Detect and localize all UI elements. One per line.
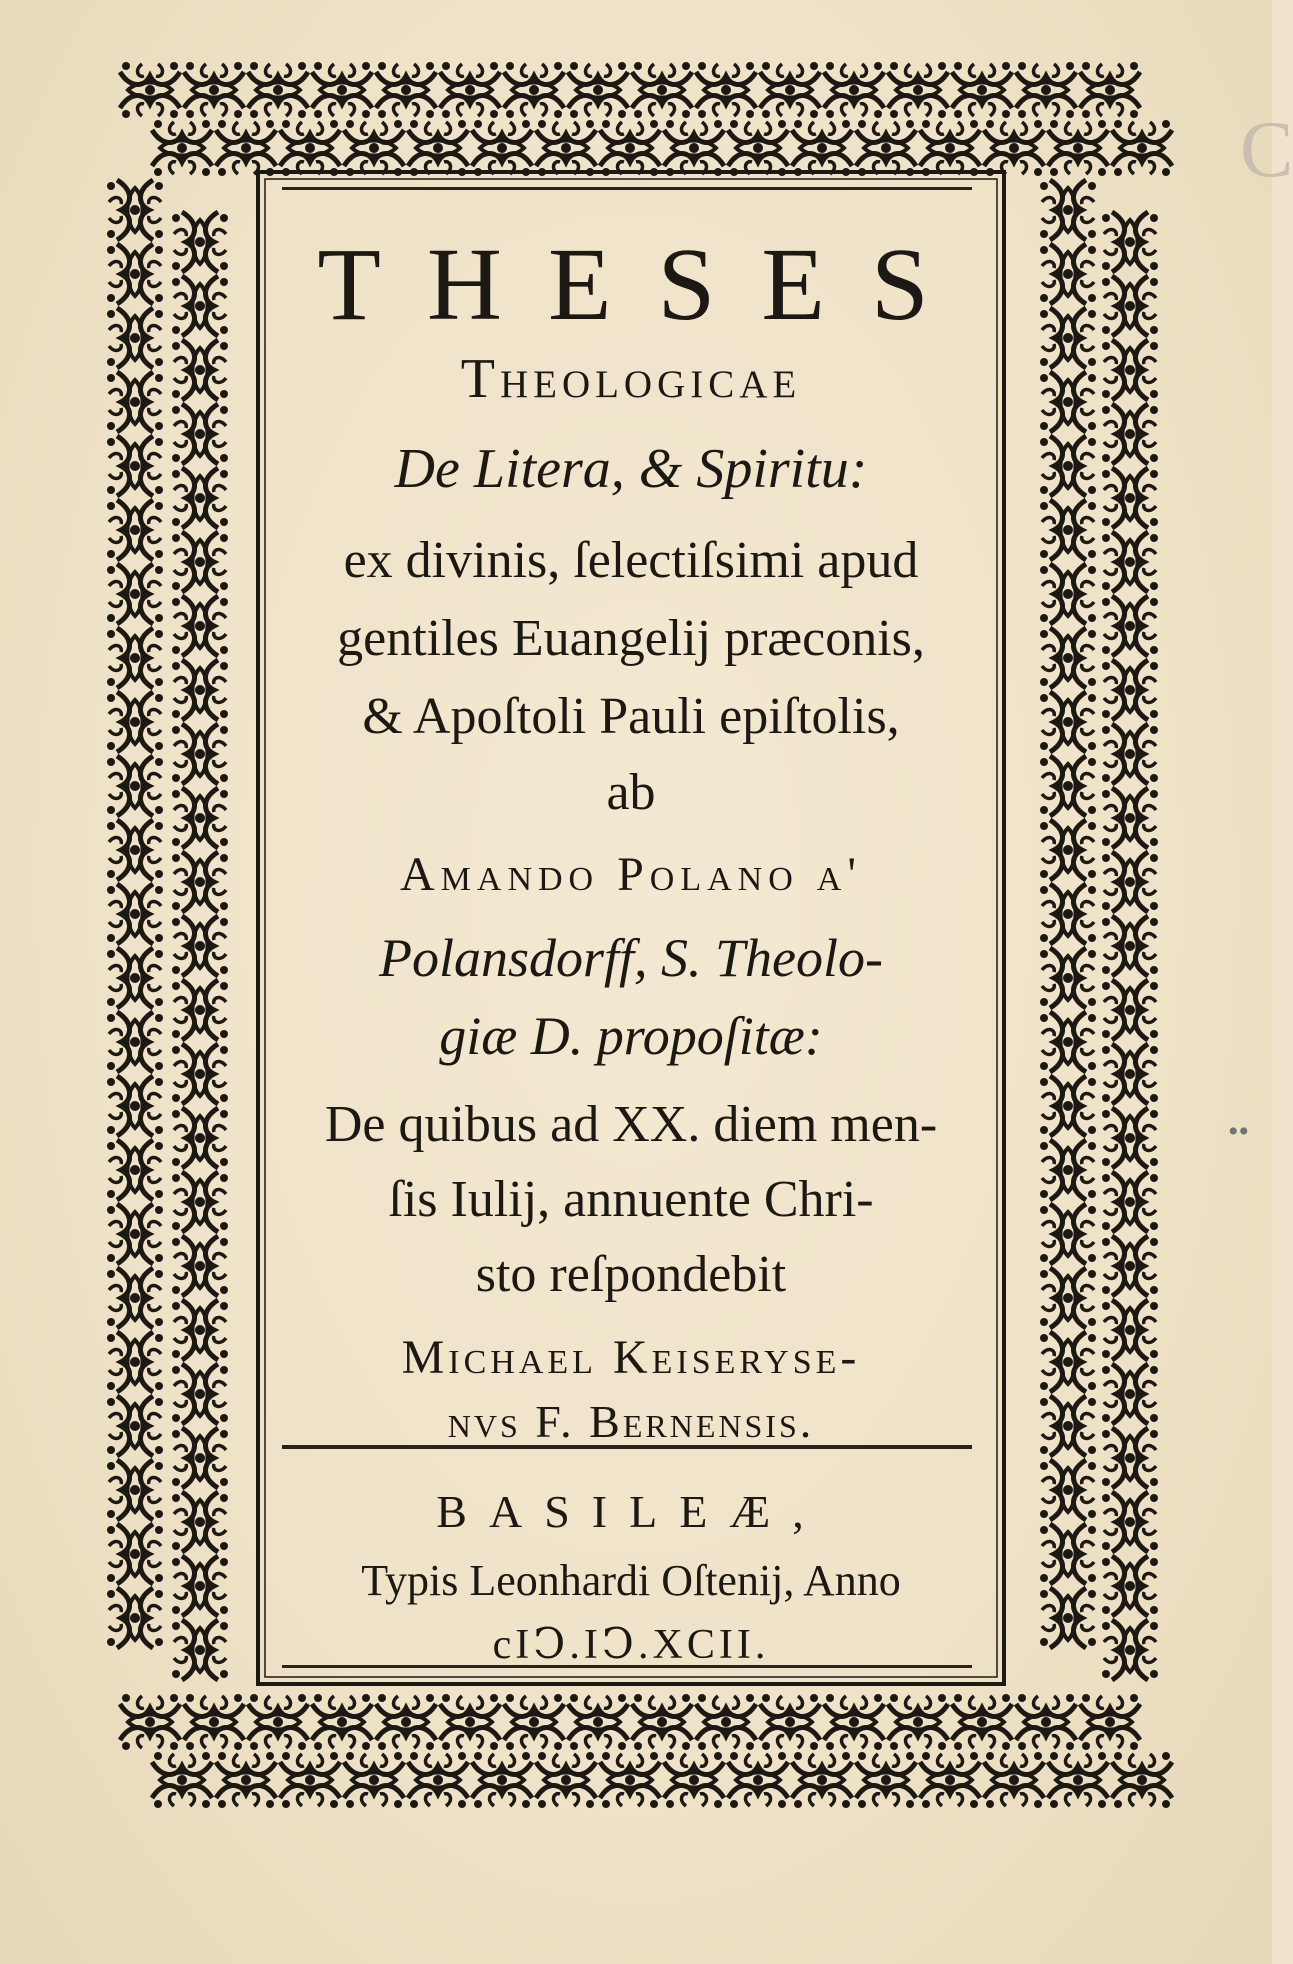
border-ornament-icon	[172, 340, 228, 400]
border-ornament-icon	[408, 120, 468, 176]
bottom-rule	[282, 1665, 972, 1668]
border-ornament-icon	[1040, 1588, 1096, 1648]
border-ornament-icon	[1102, 660, 1158, 720]
text-panel	[272, 185, 990, 1670]
border-ornament-icon	[172, 1172, 228, 1232]
border-ornament-icon	[376, 62, 436, 118]
border-ornament-icon	[107, 628, 163, 688]
border-ornament-icon	[888, 1694, 948, 1750]
border-ornament-icon	[107, 244, 163, 304]
border-ornament-icon	[1040, 1140, 1096, 1200]
border-ornament-icon	[344, 1752, 404, 1808]
border-ornament-icon	[280, 1752, 340, 1808]
author-line-3: giæ D. propoſitæ:	[439, 1006, 823, 1066]
border-ornament-icon	[1102, 212, 1158, 272]
border-ornament-icon	[172, 1620, 228, 1680]
border-ornament-icon	[1040, 884, 1096, 944]
border-ornament-icon	[440, 1694, 500, 1750]
border-ornament-icon	[1040, 820, 1096, 880]
border-ornament-icon	[107, 564, 163, 624]
border-ornament-icon	[920, 1752, 980, 1808]
border-ornament-icon	[344, 120, 404, 176]
border-ornament-icon	[1016, 1694, 1076, 1750]
border-ornament-icon	[172, 1428, 228, 1488]
border-ornament-icon	[600, 120, 660, 176]
border-ornament-icon	[107, 1524, 163, 1584]
border-ornament-icon	[107, 692, 163, 752]
body-line-2: gentiles Euangelij præconis,	[337, 610, 925, 667]
border-ornament-icon	[536, 120, 596, 176]
border-ornament-icon	[216, 120, 276, 176]
border-ornament-icon	[120, 1694, 180, 1750]
border-ornament-icon	[760, 1694, 820, 1750]
border-ornament-icon	[107, 1396, 163, 1456]
border-ornament-icon	[172, 1236, 228, 1296]
border-ornament-icon	[172, 980, 228, 1040]
border-ornament-icon	[984, 1752, 1044, 1808]
margin-mark-c: C	[1240, 106, 1293, 194]
respondent-line-2: nvs F. Bernenſis.	[447, 1396, 815, 1447]
border-ornament-icon	[696, 1694, 756, 1750]
border-ornament-icon	[184, 62, 244, 118]
border-ornament-icon	[1102, 468, 1158, 528]
border-ornament-icon	[107, 1460, 163, 1520]
border-ornament-icon	[184, 1694, 244, 1750]
border-ornament-icon	[568, 1694, 628, 1750]
border-ornament-icon	[440, 62, 500, 118]
border-ornament-icon	[664, 1752, 724, 1808]
border-ornament-icon	[568, 62, 628, 118]
border-ornament-icon	[1016, 62, 1076, 118]
border-ornament-icon	[824, 62, 884, 118]
border-ornament-icon	[1040, 1396, 1096, 1456]
border-ornament-icon	[1102, 1556, 1158, 1616]
border-ornament-icon	[107, 1076, 163, 1136]
border-ornament-icon	[120, 62, 180, 118]
border-ornament-icon	[1040, 1524, 1096, 1584]
border-ornament-icon	[1048, 120, 1108, 176]
border-ornament-icon	[107, 180, 163, 240]
border-ornament-icon	[172, 596, 228, 656]
border-ornament-icon	[1102, 1428, 1158, 1488]
border-ornament-icon	[1040, 1460, 1096, 1520]
border-ornament-icon	[107, 1268, 163, 1328]
border-ornament-icon	[792, 1752, 852, 1808]
border-ornament-icon	[1102, 340, 1158, 400]
border-ornament-icon	[1102, 852, 1158, 912]
defense-line-1: De quibus ad XX. diem men-	[324, 1096, 938, 1153]
border-ornament-icon	[504, 1694, 564, 1750]
border-ornament-icon	[172, 404, 228, 464]
border-ornament-icon	[1040, 564, 1096, 624]
border-ornament-icon	[248, 1694, 308, 1750]
border-ornament-icon	[1102, 788, 1158, 848]
border-ornament-icon	[1102, 1364, 1158, 1424]
border-ornament-icon	[1102, 916, 1158, 976]
border-ornament-icon	[1040, 500, 1096, 560]
border-ornament-icon	[1040, 436, 1096, 496]
border-ornament-icon	[1040, 628, 1096, 688]
border-ornament-icon	[107, 820, 163, 880]
imprint-city: BASILEÆ,	[436, 1486, 826, 1537]
border-ornament-icon	[216, 1752, 276, 1808]
border-ornament-icon	[600, 1752, 660, 1808]
border-ornament-icon	[172, 212, 228, 272]
main-title: THESES	[317, 227, 975, 342]
border-ornament-icon	[952, 1694, 1012, 1750]
respondent-line-1: Michael Keiseryse-	[401, 1331, 861, 1384]
body-line-3: & Apoſtoli Pauli epiſtolis,	[362, 688, 900, 745]
border-ornament-icon	[472, 120, 532, 176]
border-ornament-icon	[504, 62, 564, 118]
border-ornament-icon	[1102, 724, 1158, 784]
border-ornament-icon	[632, 62, 692, 118]
border-ornament-icon	[172, 852, 228, 912]
margin-mark-dots: ••	[1228, 1115, 1250, 1148]
border-ornament-icon	[1102, 532, 1158, 592]
body-line-4: ab	[606, 764, 656, 821]
border-ornament-icon	[172, 660, 228, 720]
border-ornament-icon	[760, 62, 820, 118]
border-ornament-icon	[248, 62, 308, 118]
border-ornament-icon	[172, 276, 228, 336]
border-ornament-icon	[152, 1752, 212, 1808]
border-ornament-icon	[1040, 1332, 1096, 1392]
border-ornament-icon	[172, 1364, 228, 1424]
border-ornament-icon	[107, 1140, 163, 1200]
border-ornament-icon	[728, 1752, 788, 1808]
border-ornament-icon	[1102, 404, 1158, 464]
border-ornament-icon	[920, 120, 980, 176]
border-ornament-icon	[107, 1332, 163, 1392]
border-ornament-icon	[312, 62, 372, 118]
imprint-rule	[282, 1445, 972, 1449]
border-ornament-icon	[107, 1204, 163, 1264]
border-ornament-icon	[1040, 756, 1096, 816]
border-ornament-icon	[1040, 308, 1096, 368]
border-ornament-icon	[1112, 1752, 1172, 1808]
top-rule	[282, 187, 972, 190]
border-ornament-icon	[107, 1012, 163, 1072]
border-ornament-icon	[1040, 948, 1096, 1008]
border-ornament-icon	[107, 500, 163, 560]
border-ornament-icon	[984, 120, 1044, 176]
border-ornament-icon	[1102, 276, 1158, 336]
border-ornament-icon	[1040, 1204, 1096, 1264]
border-ornament-icon	[1102, 596, 1158, 656]
border-ornament-icon	[1040, 692, 1096, 752]
border-ornament-icon	[172, 1492, 228, 1552]
border-ornament-icon	[1102, 1620, 1158, 1680]
border-ornament-icon	[1040, 1076, 1096, 1136]
border-ornament-icon	[472, 1752, 532, 1808]
border-ornament-icon	[172, 1556, 228, 1616]
border-ornament-icon	[172, 1108, 228, 1168]
border-ornament-icon	[107, 308, 163, 368]
border-ornament-icon	[1102, 1236, 1158, 1296]
border-ornament-icon	[172, 724, 228, 784]
defense-line-3: sto reſpondebit	[475, 1246, 787, 1303]
border-ornament-icon	[1040, 1012, 1096, 1072]
defense-line-2: ſis Iulij, annuente Chri-	[388, 1171, 874, 1228]
border-ornament-icon	[107, 756, 163, 816]
border-ornament-icon	[1080, 62, 1140, 118]
border-ornament-icon	[856, 120, 916, 176]
border-ornament-icon	[824, 1694, 884, 1750]
border-ornament-icon	[632, 1694, 692, 1750]
border-ornament-icon	[107, 884, 163, 944]
border-ornament-icon	[1048, 1752, 1108, 1808]
border-ornament-icon	[107, 372, 163, 432]
border-ornament-icon	[792, 120, 852, 176]
border-ornament-icon	[664, 120, 724, 176]
border-ornament-icon	[1040, 372, 1096, 432]
border-ornament-icon	[172, 468, 228, 528]
author-name: Amando Polano a'	[400, 848, 862, 901]
border-ornament-icon	[1080, 1694, 1140, 1750]
border-ornament-icon	[152, 120, 212, 176]
border-ornament-icon	[172, 532, 228, 592]
border-ornament-icon	[1102, 1300, 1158, 1360]
border-ornament-icon	[1102, 1492, 1158, 1552]
border-ornament-icon	[728, 120, 788, 176]
border-ornament-icon	[952, 62, 1012, 118]
border-ornament-icon	[856, 1752, 916, 1808]
border-ornament-icon	[376, 1694, 436, 1750]
border-ornament-icon	[172, 788, 228, 848]
topic-line: De Litera, & Spiritu:	[394, 438, 868, 500]
imprint-printer: Typis Leonhardi Oſtenij, Anno	[361, 1556, 901, 1605]
border-ornament-icon	[107, 436, 163, 496]
border-ornament-icon	[408, 1752, 468, 1808]
border-ornament-icon	[1040, 244, 1096, 304]
imprint-year: cIↃ.IↃ.XCII.	[492, 1622, 770, 1668]
border-ornament-icon	[696, 62, 756, 118]
border-ornament-icon	[1102, 1044, 1158, 1104]
border-ornament-icon	[1112, 120, 1172, 176]
border-ornament-icon	[1040, 180, 1096, 240]
border-ornament-icon	[107, 948, 163, 1008]
border-ornament-icon	[1102, 1108, 1158, 1168]
border-ornament-icon	[172, 1300, 228, 1360]
border-ornament-icon	[536, 1752, 596, 1808]
border-ornament-icon	[172, 916, 228, 976]
border-ornament-icon	[1102, 980, 1158, 1040]
body-line-1: ex divinis, ſelectiſsimi apud	[343, 532, 919, 589]
border-ornament-icon	[312, 1694, 372, 1750]
border-ornament-icon	[280, 120, 340, 176]
author-line-2: Polansdorff, S. Theolo-	[378, 928, 883, 988]
subtitle: Theologicae	[460, 348, 802, 410]
border-ornament-icon	[107, 1588, 163, 1648]
border-ornament-icon	[888, 62, 948, 118]
border-ornament-icon	[1102, 1172, 1158, 1232]
border-ornament-icon	[172, 1044, 228, 1104]
border-ornament-icon	[1040, 1268, 1096, 1328]
